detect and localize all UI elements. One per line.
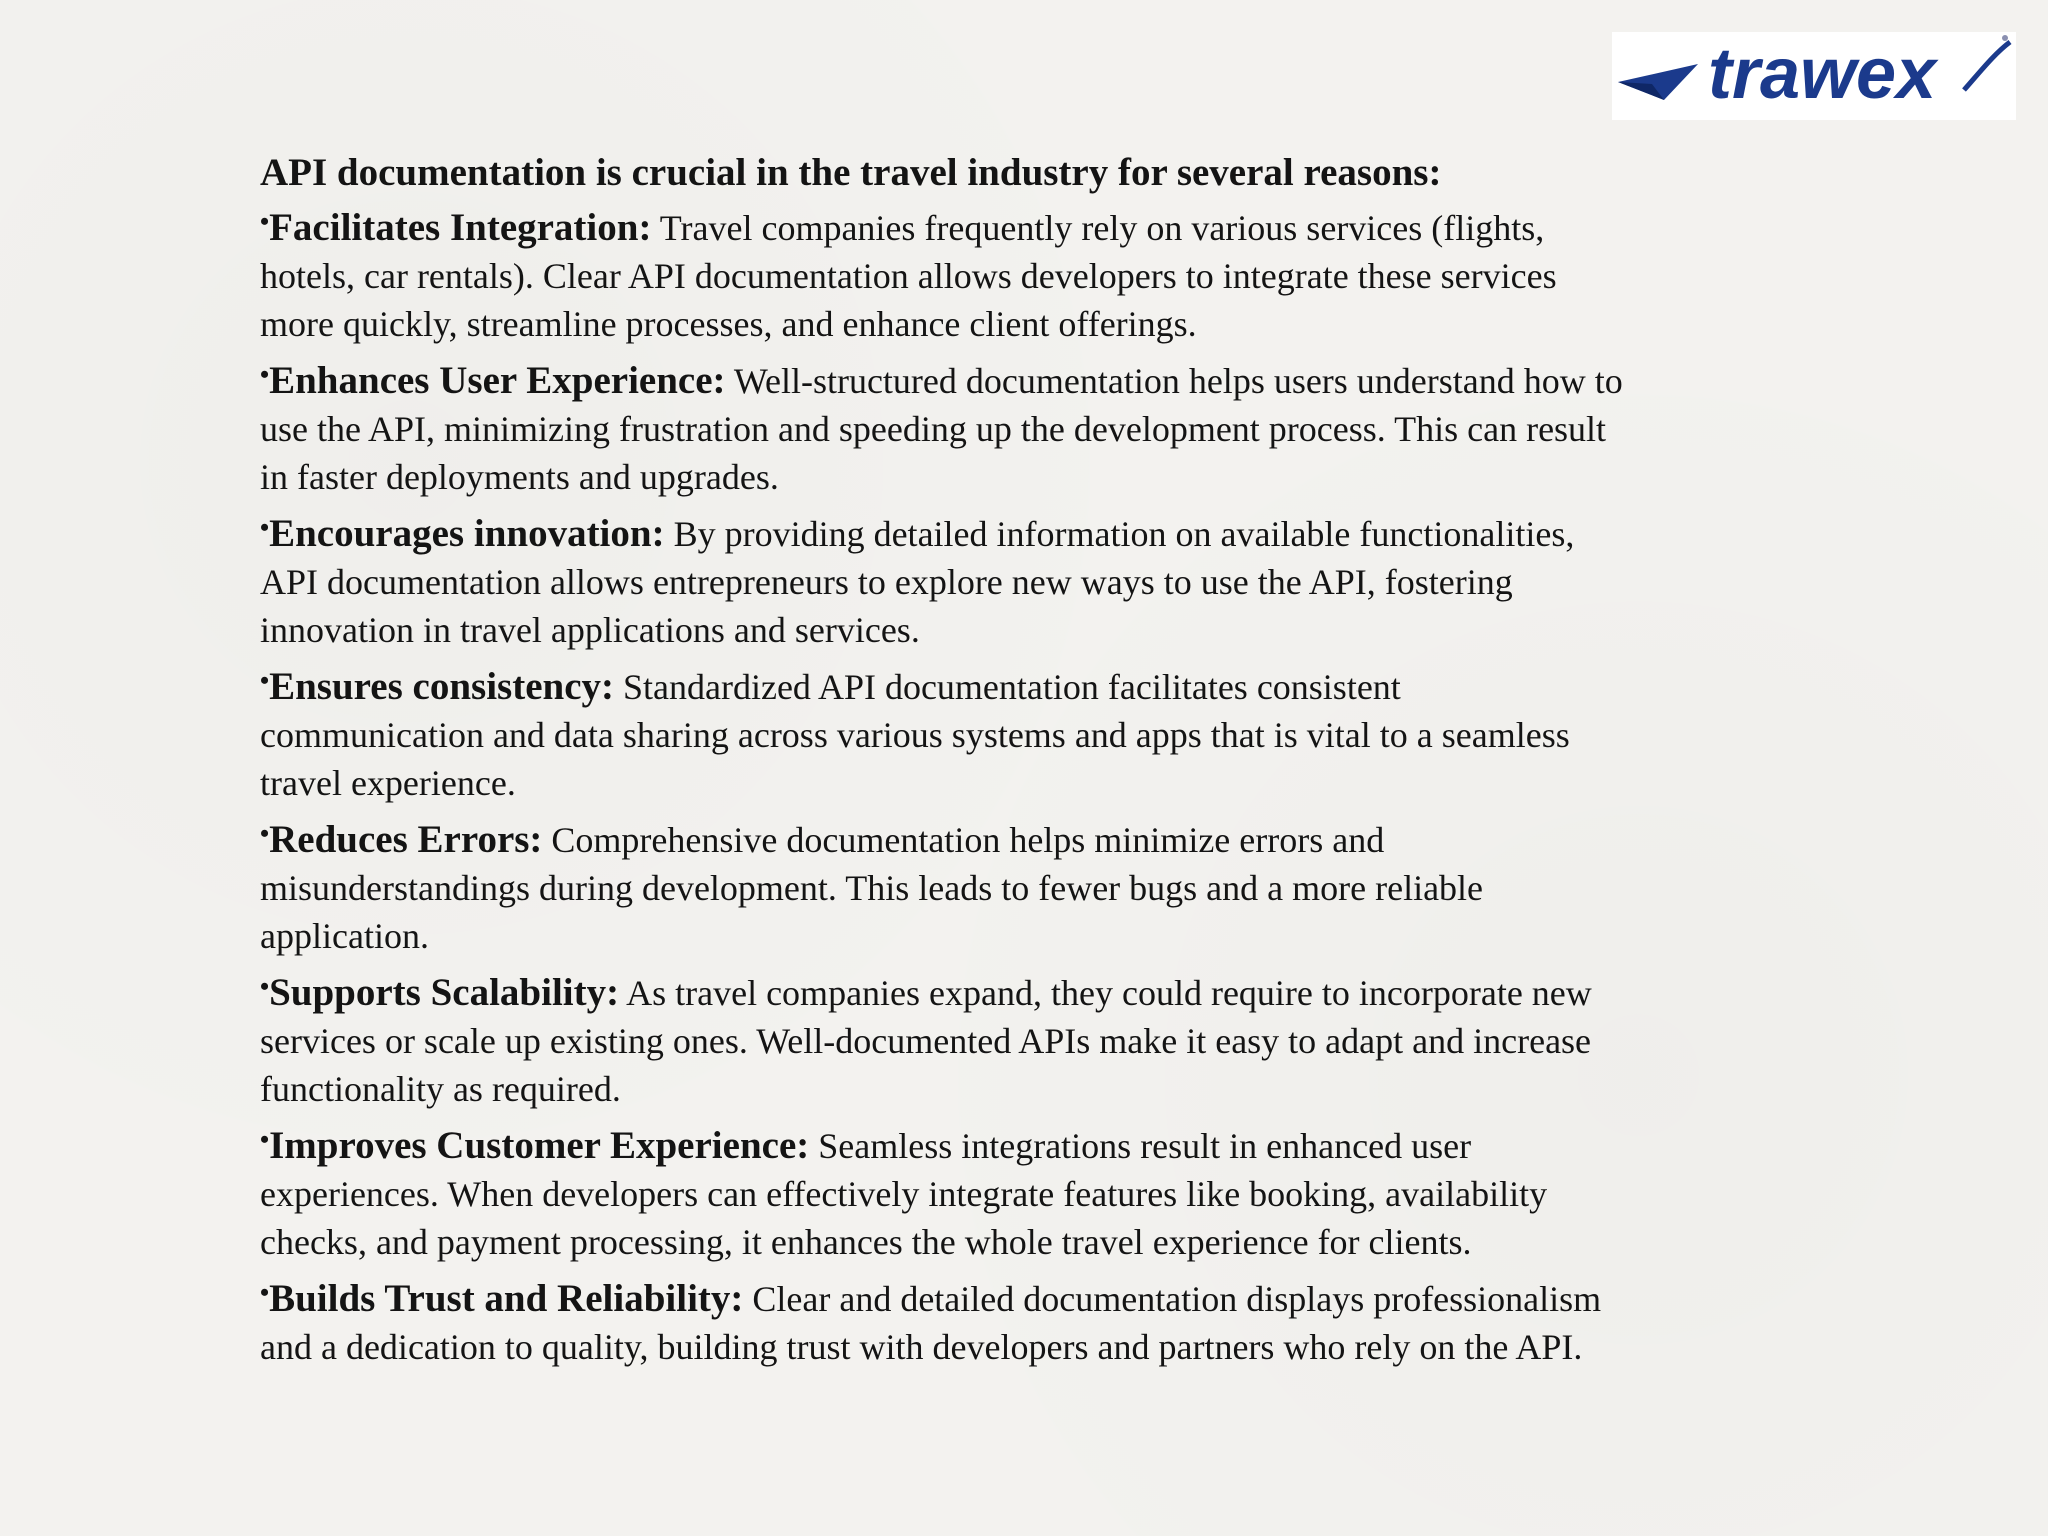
main-content (260, 148, 1820, 1374)
reason-item (260, 1269, 1820, 1371)
reason-text-line: in faster deployments and upgrades. (260, 457, 779, 497)
bullet-icon: • (260, 360, 270, 389)
reason-title: Encourages innovation: (269, 512, 665, 555)
reason-text-line: Comprehensive documentation helps minimize errors and (551, 820, 1385, 860)
reason-text-line: Well-structured documentation helps users understand how to (733, 361, 1623, 401)
reasons-list (260, 198, 1820, 1371)
reason-title: Reduces Errors: (269, 818, 543, 861)
reason-title: Facilitates Integration: (269, 206, 652, 249)
reason-item (260, 351, 1820, 501)
bullet-icon: • (260, 513, 270, 542)
reason-item (260, 963, 1820, 1113)
reason-text-line: Standardized API documentation facilitates consistent (623, 667, 1401, 707)
reason-text-line: experiences. When developers can effectively integrate features like booking, availability (260, 1174, 1548, 1214)
reason-title: Ensures consistency: (269, 665, 614, 708)
reason-text-line: checks, and payment processing, it enhances the whole travel experience for clients. (260, 1222, 1472, 1262)
reason-text-line: misunderstandings during development. This leads to fewer bugs and a more reliable (260, 868, 1484, 908)
reason-text-line: more quickly, streamline processes, and enhance client offerings. (260, 304, 1197, 344)
reason-text-line: Clear and detailed documentation displays professionalism (752, 1279, 1602, 1319)
reason-text-line: Seamless integrations result in enhanced user (818, 1126, 1472, 1166)
reason-text-line: application. (260, 916, 429, 956)
bullet-icon: • (260, 819, 270, 848)
trawex-logo (1612, 32, 2016, 120)
page-heading: API documentation is crucial in the travel industry for several reasons: (260, 151, 1442, 194)
logo-wordmark: trawex (1708, 34, 1937, 114)
reason-text-line: services or scale up existing ones. Well-documented APIs make it easy to adapt and increase (260, 1021, 1592, 1061)
reason-item (260, 1116, 1820, 1266)
bullet-icon: • (260, 207, 270, 236)
reason-text-line: hotels, car rentals). Clear API documentation allows developers to integrate these services (260, 256, 1557, 296)
logo-swoosh (1964, 42, 2010, 90)
reason-item (260, 657, 1820, 807)
reason-title: Improves Customer Experience: (269, 1124, 810, 1167)
registered-dot (2002, 35, 2008, 41)
reason-title: Enhances User Experience: (269, 359, 726, 402)
reason-text-line: travel experience. (260, 763, 516, 803)
reason-text-line: Travel companies frequently rely on various services (flights, (659, 208, 1545, 248)
reason-text-line: use the API, minimizing frustration and speeding up the development process. This can result (260, 409, 1607, 449)
reason-text-line: API documentation allows entrepreneurs to explore new ways to use the API, fostering (260, 562, 1513, 602)
bullet-icon: • (260, 666, 270, 695)
bullet-icon: • (260, 1125, 270, 1154)
reason-item (260, 198, 1820, 348)
bullet-icon: • (260, 1278, 270, 1307)
reason-item (260, 810, 1820, 960)
reason-text-line: As travel companies expand, they could require to incorporate new (626, 973, 1592, 1013)
trawex-logo-graphic (1612, 32, 2016, 120)
reason-text-line: and a dedication to quality, building trust with developers and partners who rely on the API. (260, 1327, 1583, 1367)
reason-title: Builds Trust and Reliability: (269, 1277, 744, 1320)
bullet-icon: • (260, 972, 270, 1001)
reason-text-line: functionality as required. (260, 1069, 621, 1109)
reason-title: Supports Scalability: (269, 971, 620, 1014)
reason-text-line: communication and data sharing across various systems and apps that is vital to a seamless (260, 715, 1570, 755)
reason-text-line: By providing detailed information on available functionalities, (673, 514, 1575, 554)
reason-item (260, 504, 1820, 654)
reason-text-line: innovation in travel applications and services. (260, 610, 920, 650)
